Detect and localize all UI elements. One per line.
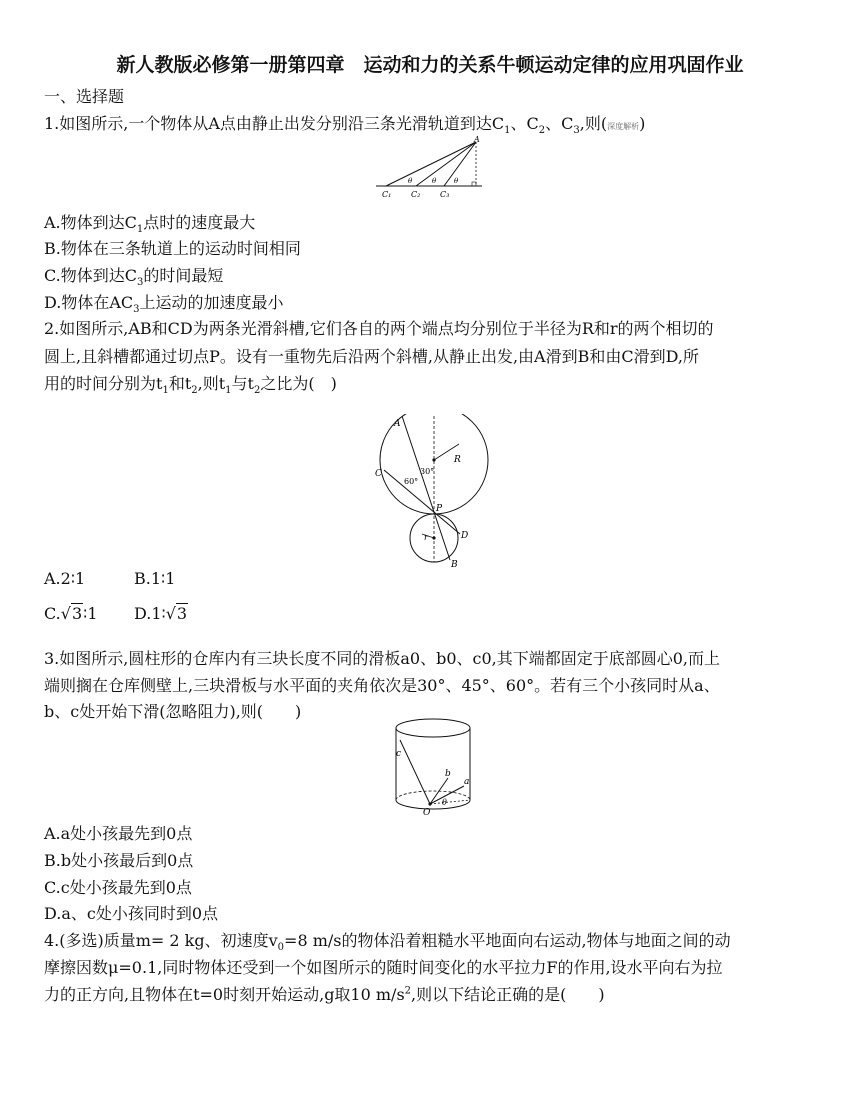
q4-stem-line2: 摩擦因数μ=0.1,同时物体还受到一个如图所示的随时间变化的水平拉力F的作用,设水平向右为拉 (44, 958, 723, 977)
q2-option-c: C.√3∶1 (44, 604, 98, 623)
q2-label-R: R (454, 455, 461, 465)
q3-stem-line3: b、c处开始下滑(忽略阻力),则( ) (44, 702, 302, 721)
q3-option-c: C.c处小孩最先到0点 (44, 878, 192, 897)
q4-stem-line1: 4.(多选)质量m= 2 kg、初速度$v_0=8$ m/s的物体沿着粗糙水平地面向右运动,物体与地面之间的动 (44, 931, 731, 954)
sqrt-symbol: √3 (60, 604, 83, 623)
q3-label-c: c (396, 749, 402, 759)
q3-stem-line2: 端则搁在仓库侧壁上,三块滑板与水平面的夹角依次是30°、45°、60°。若有三个小孩同时从a、 (44, 676, 720, 695)
q3-label-a: a (464, 777, 470, 787)
q1-figure (374, 134, 486, 202)
page-title: 新人教版必修第一册第四章 运动和力的关系牛顿运动定律的应用巩固作业 (116, 54, 744, 76)
q2-stem-line1: 2.如图所示,AB和CD为两条光滑斜槽,它们各自的两个端点均分别位于半径为R和r的两个相切的 (44, 319, 714, 338)
q2-stem-line3: 用的时间分别为$t_1$和$t_2$,则$t_1$与$t_2$之比为( ) (44, 374, 337, 397)
q2-angle-60: 60° (404, 477, 419, 486)
q2-figure (362, 414, 502, 570)
q3-figure (390, 714, 476, 820)
q1-theta-1: θ (408, 177, 413, 185)
q3-option-b: B.b处小孩最后到0点 (44, 851, 194, 870)
q1-option-b: B.物体在三条轨道上的运动时间相同 (44, 239, 301, 258)
q3-option-d: D.a、c处小孩同时到0点 (44, 904, 219, 923)
q2-option-a: A.2∶1 (44, 569, 86, 588)
q2-label-B: B (451, 560, 458, 570)
q3-option-a: A.a处小孩最先到0点 (44, 824, 193, 843)
q1-option-c: C.物体到达$C_3$的时间最短 (44, 266, 224, 289)
q2-angle-30: 30° (420, 467, 435, 476)
q2-label-C: C (375, 469, 382, 479)
q2-option-b: B.1∶1 (134, 569, 176, 588)
q1-label-C1: C₁ (382, 190, 392, 199)
q1-option-a: A.物体到达$C_1$点时的速度最大 (44, 213, 256, 236)
q1-theta-2: θ (432, 177, 437, 185)
q3-label-b: b (445, 769, 451, 779)
q3-stem-line1: 3.如图所示,圆柱形的仓库内有三块长度不同的滑板a0、b0、c0,其下端都固定于底部圆心0,而上 (44, 649, 720, 668)
q1-option-d: D.物体在$AC_3$上运动的加速度最小 (44, 293, 284, 316)
q2-option-d: D.1∶√3 (134, 604, 188, 623)
q2-label-r: r (424, 533, 428, 542)
q3-label-O: O (423, 808, 431, 818)
q1-theta-3: θ (454, 177, 459, 185)
q1-stem: 1.如图所示,一个物体从A点由静止出发分别沿三条光滑轨道到达$C_1$、$C_2$、$C_3$,则(深度解析) (44, 114, 646, 137)
section-heading: 一、选择题 (44, 87, 125, 106)
q1-label-C3: C₃ (440, 190, 450, 199)
sqrt-symbol: √3 (165, 604, 188, 623)
q3-theta: θ (442, 798, 447, 807)
q2-label-P: P (436, 504, 443, 514)
q1-label-A: A (474, 135, 480, 144)
q1-note: 深度解析 (607, 122, 640, 131)
q2-label-A: A (394, 419, 401, 429)
q1-label-C2: C₂ (411, 190, 421, 199)
q2-label-D: D (461, 531, 469, 541)
q4-stem-line3: 力的正方向,且物体在t=0时刻开始运动,g取10 $m/s^2$,则以下结论正确的是( ) (44, 985, 605, 1004)
q2-stem-line2: 圆上,且斜槽都通过切点P。设有一重物先后沿两个斜槽,从静止出发,由A滑到B和由C滑到D,所 (44, 347, 699, 366)
